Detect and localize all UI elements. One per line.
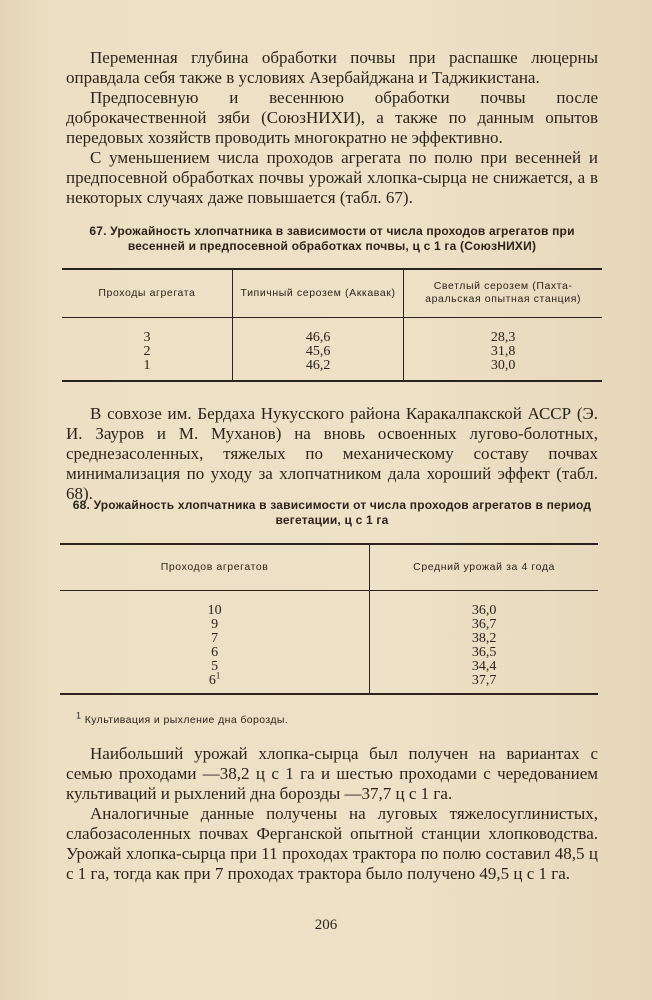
table-cell-value: 6 [208, 673, 216, 688]
footnote [76, 710, 289, 726]
table-cell: 46,6 [232, 317, 403, 345]
paragraph: Аналогичные данные получены на луговых тяжелосуглинистых, слабозасоленных почвах Ферганской опытной станции хлопководства. Урожай хлопка-сырца при 11 проходах трактора по полю составил 48,5 ц с 1 га, тогда как при 7 проходах трактора было получено 49,5 ц с 1 га. [66, 804, 598, 883]
paragraph: Наибольший урожай хлопка-сырца был получен на вариантах с семью проходами —38,2 ц с 1 га и шестью проходами с чередованием культиваций и рыхлений дна борозды —37,7 ц с 1 га. [66, 744, 598, 803]
footnote-text: Культивация и рыхление дна борозды. [84, 714, 289, 726]
table-row [60, 660, 598, 674]
table-row [60, 674, 598, 694]
table-67 [62, 268, 602, 382]
table-row [62, 359, 602, 381]
table-cell: 5 [60, 660, 370, 674]
table-cell: 3 [62, 317, 232, 345]
table-cell: 28,3 [490, 330, 516, 345]
footnote-mark: 1 [76, 710, 82, 721]
table-header: Средний урожай за 4 года [370, 544, 598, 590]
table-cell: 37,7 [471, 673, 497, 688]
table-header: Проходы агрегата [62, 269, 232, 317]
table-row [60, 618, 598, 632]
table-cell: 7 [60, 632, 370, 646]
text-block-bottom [66, 744, 598, 884]
table-row [62, 317, 602, 345]
table-cell: 46,2 [232, 359, 403, 381]
table-cell [60, 670, 370, 694]
footnote-mark: 1 [215, 670, 221, 681]
table-cell: 34,4 [471, 659, 497, 674]
table-row [60, 632, 598, 646]
table-67-caption: 67. Урожайность хлопчатника в зависимости от числа проходов агрегатов при весенней и предпосевной обработках почвы, ц с 1 га (СоюзНИХИ) [89, 224, 575, 253]
table-cell: 36,0 [471, 603, 497, 618]
table-cell: 31,8 [490, 344, 516, 359]
table-header: Светлый серозем (Пахта-аральская опытная станция) [404, 269, 602, 317]
text-block-mid [66, 404, 598, 504]
table-header: Типичный серозем (Аккавак) [232, 269, 403, 317]
table-cell: 10 [60, 590, 370, 618]
table-cell: 36,5 [471, 645, 497, 660]
table-cell: 6 [60, 646, 370, 660]
table-cell: 30,0 [490, 358, 516, 373]
table-68-caption: 68. Урожайность хлопчатника в зависимости от числа проходов агрегатов в период вегетации, ц с 1 га [72, 498, 592, 527]
table-cell: 45,6 [232, 345, 403, 359]
table-cell: 2 [62, 345, 232, 359]
paragraph: В совхозе им. Бердаха Нукусского района Каракалпакской АССР (Э. И. Зауров и М. Муханов) на вновь освоенных лугово-болотных, среднезасоленных, тяжелых по механическому составу почвах минимализация по уходу за хлопчатником дала хороший эффект (табл. 68). [66, 404, 598, 503]
table-header: Проходов агрегатов [60, 544, 370, 590]
text-block-top [66, 48, 598, 208]
table-row [62, 345, 602, 359]
table-row [60, 590, 598, 618]
table-row [60, 646, 598, 660]
paragraph: С уменьшением числа проходов агрегата по полю при весенней и предпосевной обработках почвы урожай хлопка-сырца не снижается, а в некоторых случаях даже повышается (табл. 67). [66, 148, 598, 207]
paragraph: Предпосевную и весеннюю обработки почвы после доброкачественной зяби (СоюзНИХИ), а также по данным опытов передовых хозяйств проводить многократно не эффективно. [66, 88, 598, 147]
table-cell: 36,7 [471, 617, 497, 632]
table-cell: 1 [62, 359, 232, 381]
table-68 [60, 543, 598, 695]
table-cell: 9 [60, 618, 370, 632]
page-number: 206 [314, 917, 338, 933]
paragraph: Переменная глубина обработки почвы при распашке люцерны оправдала себя также в условиях Азербайджана и Таджикистана. [66, 48, 598, 87]
table-cell: 38,2 [471, 631, 497, 646]
